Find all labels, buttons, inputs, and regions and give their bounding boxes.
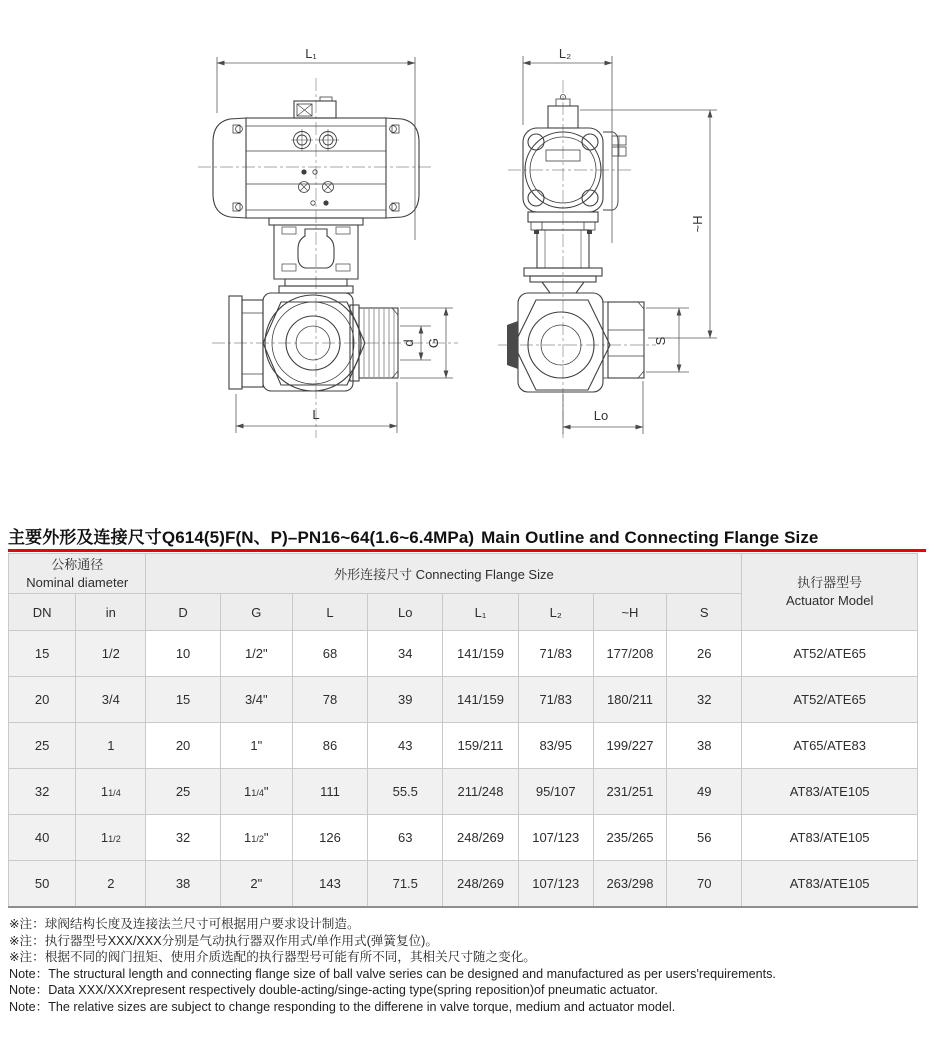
col-header-lo: Lo <box>368 594 443 631</box>
dim-label-l: L <box>312 407 320 422</box>
title-en: Main Outline and Connecting Flange Size <box>481 528 819 547</box>
note-line: Note：Data XXX/XXXrepresent respectively double-acting/singe-acting type(spring reposition)of pneumatic actuator. <box>9 983 658 998</box>
col-header-l: L <box>292 594 367 631</box>
table-cell: AT83/ATE105 <box>742 769 918 815</box>
col-header-s: S <box>667 594 742 631</box>
table-cell: 11/2 <box>76 815 146 861</box>
table-cell: 40 <box>9 815 76 861</box>
table-cell: AT83/ATE105 <box>742 815 918 861</box>
table-cell: AT52/ATE65 <box>742 677 918 723</box>
table-cell: 26 <box>667 631 742 677</box>
title-model-cn: 主要外形及连接尺寸Q614(5)F(N、P)–PN16~64(1.6~6.4MPa) <box>8 528 475 547</box>
table-cell: 199/227 <box>593 723 666 769</box>
dim-label-d: d <box>401 339 416 347</box>
table-body <box>9 631 918 908</box>
dim-label-h: ~H <box>690 215 705 233</box>
dimension-table <box>8 553 918 908</box>
table-cell: 83/95 <box>518 723 593 769</box>
table-cell: 71.5 <box>368 861 443 908</box>
table-cell: 11/4" <box>220 769 292 815</box>
table-cell: 34 <box>368 631 443 677</box>
header-nominal-diameter <box>9 554 146 594</box>
table-cell: 15 <box>9 631 76 677</box>
air-ports <box>291 129 339 151</box>
header-flange-size: 外形连接尺寸 Connecting Flange Size <box>146 554 742 594</box>
table-cell: 1" <box>220 723 292 769</box>
front-view-drawing <box>198 46 458 438</box>
table-cell: 20 <box>9 677 76 723</box>
table-cell: 211/248 <box>443 769 518 815</box>
table-cell: 71/83 <box>518 677 593 723</box>
table-cell: 126 <box>292 815 367 861</box>
table-cell: 2" <box>220 861 292 908</box>
table-cell: 141/159 <box>443 631 518 677</box>
col-header-dn: DN <box>9 594 76 631</box>
col-header-l1: L₁ <box>443 594 518 631</box>
page-title <box>8 523 926 548</box>
valve-body-side <box>507 293 644 392</box>
table-cell: 56 <box>667 815 742 861</box>
table-cell: 11/2" <box>220 815 292 861</box>
table-cell: 39 <box>368 677 443 723</box>
table-cell: 55.5 <box>368 769 443 815</box>
table-cell: 20 <box>146 723 220 769</box>
col-header-l2: L₂ <box>518 594 593 631</box>
note-line: Note：The structural length and connecting flange size of ball valve series can be designed and manufactured as per users'requirements. <box>9 966 776 981</box>
table-cell: 25 <box>9 723 76 769</box>
note-line: ※注：根据不同的阀门扭矩、使用介质选配的执行器型号可能有所不同，其相关尺寸随之变化。 <box>9 950 536 965</box>
table-cell: 11/4 <box>76 769 146 815</box>
table-cell: 1 <box>76 723 146 769</box>
table-cell: 1/2 <box>76 631 146 677</box>
table-cell: 263/298 <box>593 861 666 908</box>
table-cell: 38 <box>667 723 742 769</box>
valve-body-front <box>229 293 398 391</box>
table-cell: 32 <box>9 769 76 815</box>
col-header-d: D <box>146 594 220 631</box>
front-dimensions <box>217 57 453 433</box>
table-cell: 180/211 <box>593 677 666 723</box>
table-cell: 159/211 <box>443 723 518 769</box>
header-actuator-model <box>742 554 918 631</box>
side-view-drawing <box>498 46 717 438</box>
table-cell: 78 <box>292 677 367 723</box>
table-cell: 95/107 <box>518 769 593 815</box>
table-cell: 248/269 <box>443 815 518 861</box>
table-cell: 235/265 <box>593 815 666 861</box>
table-row <box>9 723 918 769</box>
table-cell: 63 <box>368 815 443 861</box>
table-row <box>9 677 918 723</box>
dim-label-s: S <box>653 336 668 346</box>
header-actuator-model-en: Actuator Model <box>785 593 874 608</box>
dim-label-lo: Lo <box>593 408 609 423</box>
dim-label-l1: L₁ <box>305 46 317 61</box>
technical-drawing <box>0 0 934 510</box>
table-cell: 107/123 <box>518 861 593 908</box>
table-cell: 32 <box>667 677 742 723</box>
table-cell: 25 <box>146 769 220 815</box>
table-cell: AT83/ATE105 <box>742 861 918 908</box>
table-cell: 15 <box>146 677 220 723</box>
table-cell: 70 <box>667 861 742 908</box>
table-cell: 248/269 <box>443 861 518 908</box>
note-line: ※注：球阀结构长度及连接法兰尺寸可根据用户要求设计制造。 <box>9 917 360 931</box>
table-cell: 111 <box>292 769 367 815</box>
col-header-g: G <box>220 594 292 631</box>
table-cell: 10 <box>146 631 220 677</box>
table-cell: 1/2" <box>220 631 292 677</box>
note-line: Note：The relative sizes are subject to change responding to the differene in valve torque, medium and actuator model. <box>9 999 676 1014</box>
table-cell: 3/4" <box>220 677 292 723</box>
table-row <box>9 861 918 908</box>
table-cell: 86 <box>292 723 367 769</box>
title-underline-divider <box>8 549 926 552</box>
table-cell: 231/251 <box>593 769 666 815</box>
dim-label-g: G <box>426 337 441 349</box>
table-cell: 107/123 <box>518 815 593 861</box>
table-cell: 50 <box>9 861 76 908</box>
header-actuator-model-cn: 执行器型号 <box>797 575 863 590</box>
actuator-side <box>523 95 626 235</box>
table-cell: 38 <box>146 861 220 908</box>
table-row <box>9 631 918 677</box>
header-nominal-diameter-en: Nominal diameter <box>26 574 129 590</box>
col-header-in: in <box>76 594 146 631</box>
table-cell: AT52/ATE65 <box>742 631 918 677</box>
table-row <box>9 815 918 861</box>
table-cell: 32 <box>146 815 220 861</box>
table-cell: AT65/ATE83 <box>742 723 918 769</box>
table-cell: 177/208 <box>593 631 666 677</box>
notes <box>9 916 927 1016</box>
table-cell: 2 <box>76 861 146 908</box>
table-cell: 143 <box>292 861 367 908</box>
table-cell: 43 <box>368 723 443 769</box>
table-cell: 68 <box>292 631 367 677</box>
dim-label-l2: L₂ <box>558 46 572 61</box>
note-line: ※注：执行器型号XXX/XXX分别是气动执行器双作用式/单作用式(弹簧复位)。 <box>9 933 438 948</box>
table-cell: 49 <box>667 769 742 815</box>
header-nominal-diameter-cn: 公称通径 <box>51 556 104 572</box>
col-header-h: ~H <box>593 594 666 631</box>
table-cell: 3/4 <box>76 677 146 723</box>
table-cell: 141/159 <box>443 677 518 723</box>
table-row <box>9 769 918 815</box>
solenoid-box <box>294 97 336 118</box>
table-cell: 71/83 <box>518 631 593 677</box>
